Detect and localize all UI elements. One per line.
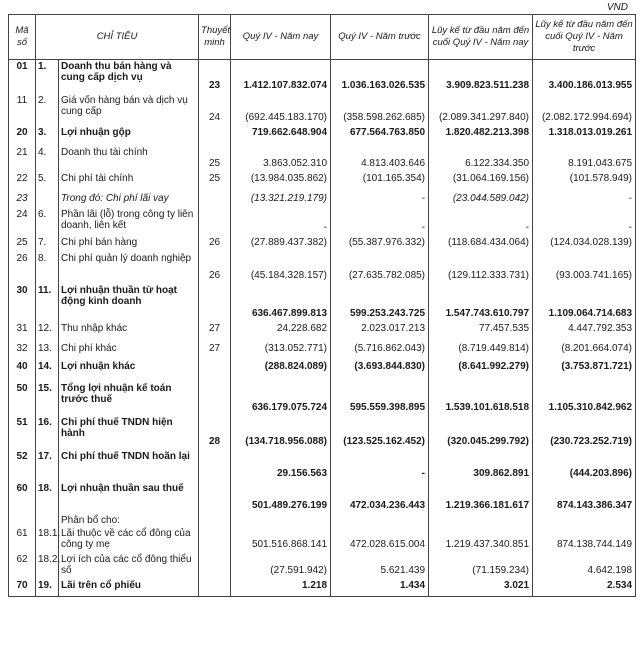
row-index: 8.	[36, 252, 59, 284]
row-note	[199, 360, 231, 382]
row-ytd-previous: 1.318.013.019.261	[533, 126, 636, 146]
row-index: 18.2.	[36, 553, 59, 579]
row-index: 3.	[36, 126, 59, 146]
table-row	[9, 236, 636, 252]
row-q4-current: (27.591.942)	[231, 553, 331, 579]
row-q4-current: (288.824.089)	[231, 360, 331, 382]
row-label: Doanh thu tài chính	[59, 146, 199, 172]
row-q4-previous: 595.559.398.895	[331, 382, 429, 416]
currency-unit: VND	[606, 2, 628, 13]
row-label: Lợi nhuận thuần từ hoạt động kinh doanh	[59, 284, 199, 322]
header-ytd-previous: Lũy kế từ đầu năm đến cuối Quý IV - Năm trước	[533, 15, 636, 60]
row-ytd-current: 6.122.334.350	[429, 146, 533, 172]
row-note	[199, 284, 231, 322]
row-code: 51	[9, 416, 36, 450]
row-code: 23	[9, 192, 36, 208]
row-label: Thu nhập khác	[59, 322, 199, 342]
row-ytd-previous: 8.191.043.675	[533, 146, 636, 172]
row-q4-current: 1.218	[231, 579, 331, 597]
row-index: 4.	[36, 146, 59, 172]
row-ytd-previous: 3.400.186.013.955	[533, 60, 636, 94]
row-label: Chi phí khác	[59, 342, 199, 360]
row-label: Tổng lợi nhuận kế toán trước thuế	[59, 382, 199, 416]
header-item: CHỈ TIÊU	[36, 15, 199, 60]
table-row	[9, 94, 636, 126]
row-label: Chi phí tài chính	[59, 172, 199, 192]
row-q4-previous: (358.598.262.685)	[331, 94, 429, 126]
row-ytd-current: (129.112.333.731)	[429, 252, 533, 284]
header-note: Thuyết minh	[199, 15, 231, 60]
table-row	[9, 342, 636, 360]
row-ytd-current: 3.021	[429, 579, 533, 597]
row-code: 11	[9, 94, 36, 126]
row-q4-current: 501.489.276.199	[231, 482, 331, 514]
row-q4-previous: (27.635.782.085)	[331, 252, 429, 284]
row-index: 17.	[36, 450, 59, 482]
row-label: Phần lãi (lỗ) trong công ty liên doanh, liên kết	[59, 208, 199, 236]
row-q4-current: 1.412.107.832.074	[231, 60, 331, 94]
row-ytd-previous: (101.578.949)	[533, 172, 636, 192]
row-q4-previous: 677.564.763.850	[331, 126, 429, 146]
table-row	[9, 172, 636, 192]
row-note: 23	[199, 60, 231, 94]
row-q4-current: (313.052.771)	[231, 342, 331, 360]
row-ytd-previous: (2.082.172.994.694)	[533, 94, 636, 126]
row-ytd-previous: (230.723.252.719)	[533, 416, 636, 450]
row-code: 26	[9, 252, 36, 284]
row-ytd-current	[429, 514, 533, 527]
row-note	[199, 450, 231, 482]
table-header-row	[9, 15, 636, 60]
row-ytd-previous: -	[533, 208, 636, 236]
row-code: 40	[9, 360, 36, 382]
row-note: 27	[199, 322, 231, 342]
row-note: 26	[199, 252, 231, 284]
row-ytd-current: 1.219.366.181.617	[429, 482, 533, 514]
row-ytd-current: (320.045.299.792)	[429, 416, 533, 450]
row-ytd-current: (31.064.169.156)	[429, 172, 533, 192]
row-note	[199, 527, 231, 553]
row-ytd-current: (71.159.234)	[429, 553, 533, 579]
row-q4-previous: (101.165.354)	[331, 172, 429, 192]
row-label: Phân bổ cho:	[59, 514, 199, 527]
table-row	[9, 514, 636, 527]
row-label: Lợi nhuận khác	[59, 360, 199, 382]
row-code: 62	[9, 553, 36, 579]
row-ytd-current: 3.909.823.511.238	[429, 60, 533, 94]
row-q4-previous: 5.621.439	[331, 553, 429, 579]
row-q4-current	[231, 514, 331, 527]
income-statement-table	[8, 14, 636, 597]
row-index: 2.	[36, 94, 59, 126]
row-index	[36, 192, 59, 208]
row-note: 25	[199, 172, 231, 192]
row-note: 25	[199, 146, 231, 172]
header-code: Mã số	[9, 15, 36, 60]
row-q4-previous: -	[331, 450, 429, 482]
row-q4-previous: 1.036.163.026.535	[331, 60, 429, 94]
row-q4-previous: 472.034.236.443	[331, 482, 429, 514]
row-code: 70	[9, 579, 36, 597]
row-note	[199, 192, 231, 208]
row-ytd-current: 1.539.101.618.518	[429, 382, 533, 416]
row-note	[199, 482, 231, 514]
table-row	[9, 360, 636, 382]
row-index: 5.	[36, 172, 59, 192]
header-ytd-current: Lũy kế từ đầu năm đến cuối Quý IV - Năm nay	[429, 15, 533, 60]
row-label: Lợi ích của các cổ đông thiểu số	[59, 553, 199, 579]
row-code: 52	[9, 450, 36, 482]
row-ytd-previous: (3.753.871.721)	[533, 360, 636, 382]
row-ytd-current: (2.089.341.297.840)	[429, 94, 533, 126]
row-note: 27	[199, 342, 231, 360]
row-index: 11.	[36, 284, 59, 322]
row-code: 32	[9, 342, 36, 360]
row-code: 31	[9, 322, 36, 342]
row-code: 50	[9, 382, 36, 416]
row-index: 15.	[36, 382, 59, 416]
row-note: 28	[199, 416, 231, 450]
table-row	[9, 146, 636, 172]
row-code: 61	[9, 527, 36, 553]
table-row	[9, 416, 636, 450]
row-q4-current: (134.718.956.088)	[231, 416, 331, 450]
row-note	[199, 208, 231, 236]
row-ytd-previous: 2.534	[533, 579, 636, 597]
row-ytd-previous: 874.143.386.347	[533, 482, 636, 514]
row-index	[36, 514, 59, 527]
row-index: 6.	[36, 208, 59, 236]
row-note	[199, 579, 231, 597]
table-row	[9, 322, 636, 342]
row-index: 16.	[36, 416, 59, 450]
row-code: 60	[9, 482, 36, 514]
row-q4-previous: 4.813.403.646	[331, 146, 429, 172]
table-row	[9, 450, 636, 482]
row-label: Chi phí bán hàng	[59, 236, 199, 252]
row-q4-previous: (5.716.862.043)	[331, 342, 429, 360]
header-q4-current: Quý IV - Năm nay	[231, 15, 331, 60]
row-q4-previous: -	[331, 208, 429, 236]
row-ytd-current: (8.719.449.814)	[429, 342, 533, 360]
row-ytd-previous: 874.138.744.149	[533, 527, 636, 553]
table-row	[9, 126, 636, 146]
row-code: 21	[9, 146, 36, 172]
table-row	[9, 482, 636, 514]
table-row	[9, 553, 636, 579]
row-q4-previous: (3.693.844.830)	[331, 360, 429, 382]
row-q4-previous: (55.387.976.332)	[331, 236, 429, 252]
row-q4-previous: 1.434	[331, 579, 429, 597]
row-label: Lãi thuộc về các cổ đông của công ty mẹ	[59, 527, 199, 553]
row-ytd-current: 309.862.891	[429, 450, 533, 482]
row-q4-current: (45.184.328.157)	[231, 252, 331, 284]
row-note	[199, 553, 231, 579]
row-code	[9, 514, 36, 527]
row-index: 13.	[36, 342, 59, 360]
row-label: Trong đó: Chi phí lãi vay	[59, 192, 199, 208]
row-index: 12.	[36, 322, 59, 342]
row-q4-current: (27.889.437.382)	[231, 236, 331, 252]
row-index: 14.	[36, 360, 59, 382]
row-q4-current: 719.662.648.904	[231, 126, 331, 146]
row-ytd-current: 1.219.437.340.851	[429, 527, 533, 553]
row-q4-previous: (123.525.162.452)	[331, 416, 429, 450]
row-note	[199, 382, 231, 416]
row-note	[199, 514, 231, 527]
row-ytd-current: 1.820.482.213.398	[429, 126, 533, 146]
row-q4-previous: 2.023.017.213	[331, 322, 429, 342]
row-label: Lợi nhuận gộp	[59, 126, 199, 146]
row-ytd-previous: (93.003.741.165)	[533, 252, 636, 284]
row-q4-current: (13.984.035.862)	[231, 172, 331, 192]
row-q4-previous: 599.253.243.725	[331, 284, 429, 322]
row-label: Chi phí thuế TNDN hiện hành	[59, 416, 199, 450]
table-row	[9, 527, 636, 553]
row-q4-previous: -	[331, 192, 429, 208]
header-q4-previous: Quý IV - Năm trước	[331, 15, 429, 60]
row-ytd-previous: 4.447.792.353	[533, 322, 636, 342]
row-code: 22	[9, 172, 36, 192]
row-q4-current: 29.156.563	[231, 450, 331, 482]
row-q4-current: 636.467.899.813	[231, 284, 331, 322]
table-row	[9, 382, 636, 416]
table-row	[9, 208, 636, 236]
row-index: 18.	[36, 482, 59, 514]
row-ytd-current: 77.457.535	[429, 322, 533, 342]
row-label: Chi phí thuế TNDN hoãn lại	[59, 450, 199, 482]
row-ytd-previous: 1.105.310.842.962	[533, 382, 636, 416]
table-body	[9, 60, 636, 597]
row-index: 18.1.	[36, 527, 59, 553]
row-index: 19.	[36, 579, 59, 597]
row-ytd-current: -	[429, 208, 533, 236]
row-label: Doanh thu bán hàng và cung cấp dịch vụ	[59, 60, 199, 94]
row-code: 25	[9, 236, 36, 252]
row-ytd-current: (8.641.992.279)	[429, 360, 533, 382]
row-q4-current: -	[231, 208, 331, 236]
row-ytd-previous: (444.203.896)	[533, 450, 636, 482]
row-index: 7.	[36, 236, 59, 252]
row-code: 24	[9, 208, 36, 236]
row-label: Lợi nhuận thuần sau thuế	[59, 482, 199, 514]
row-note: 24	[199, 94, 231, 126]
row-ytd-previous	[533, 514, 636, 527]
row-q4-current: (13.321.219.179)	[231, 192, 331, 208]
row-note: 26	[199, 236, 231, 252]
row-ytd-current: (118.684.434.064)	[429, 236, 533, 252]
row-label: Chi phí quản lý doanh nghiệp	[59, 252, 199, 284]
row-code: 30	[9, 284, 36, 322]
row-q4-previous: 472.028.615.004	[331, 527, 429, 553]
row-ytd-previous: -	[533, 192, 636, 208]
row-ytd-previous: 4.642.198	[533, 553, 636, 579]
row-q4-current: 636.179.075.724	[231, 382, 331, 416]
row-ytd-previous: 1.109.064.714.683	[533, 284, 636, 322]
table-row	[9, 60, 636, 94]
row-q4-current: 24.228.682	[231, 322, 331, 342]
row-label: Giá vốn hàng bán và dịch vụ cung cấp	[59, 94, 199, 126]
row-code: 01	[9, 60, 36, 94]
row-code: 20	[9, 126, 36, 146]
table-row	[9, 192, 636, 208]
row-q4-current: (692.445.183.170)	[231, 94, 331, 126]
row-q4-current: 501.516.868.141	[231, 527, 331, 553]
table-row	[9, 579, 636, 597]
row-note	[199, 126, 231, 146]
row-ytd-current: 1.547.743.610.797	[429, 284, 533, 322]
table-row	[9, 252, 636, 284]
row-index: 1.	[36, 60, 59, 94]
row-q4-previous	[331, 514, 429, 527]
row-ytd-previous: (8.201.664.074)	[533, 342, 636, 360]
row-q4-current: 3.863.052.310	[231, 146, 331, 172]
table-row	[9, 284, 636, 322]
row-ytd-current: (23.044.589.042)	[429, 192, 533, 208]
row-label: Lãi trên cổ phiếu	[59, 579, 199, 597]
row-ytd-previous: (124.034.028.139)	[533, 236, 636, 252]
